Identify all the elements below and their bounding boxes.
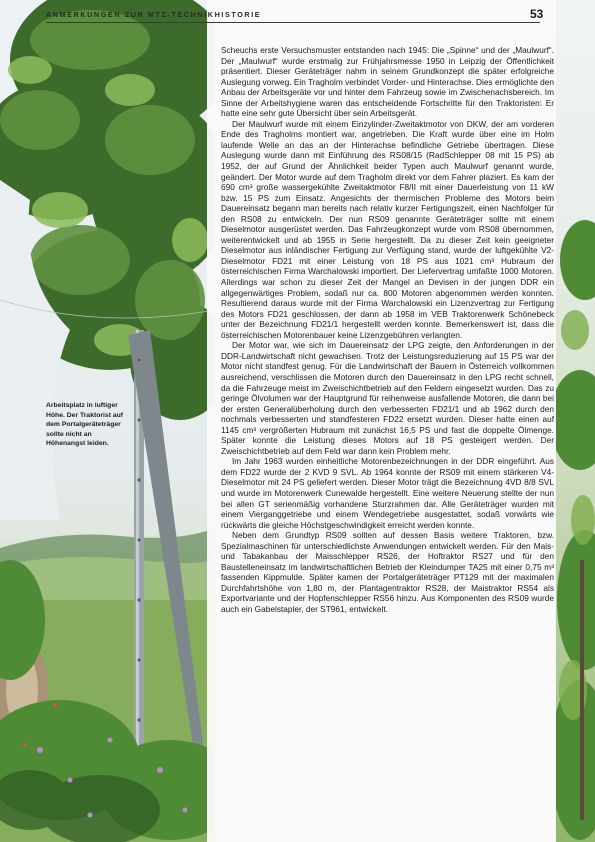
paragraph: Neben dem Grundtyp RS09 sollten auf dessen Basis weitere Traktoren, bzw. Spezialmaschinen für unterschiedlichste Anwendungen entwickelt werden. Für den Mais- und Tabakanbau der Maisschlepper RS26, der Hoftraktor RS27 und für den Baustelleneinsatz im landwirtschaftlichen Betrieb der Kleindumper TA25 mit einer 0,75 m³ fassenden Kippmulde. Später kamen der Portalgeräteträger PT129 mit der maximalen Durchfahrtshöhe von 1,80 m, der Plantagentraktor RS28, der Maistraktor RS54 als Exportvariante und der Hopfenschlepper RS56 hinzu. Aus Komponenten des RS09 wurde auch ein Gabelstapler, der ST961, entwickelt. [221,530,554,614]
paragraph: Im Jahr 1963 wurden einheitliche Motorenbezeichnungen in der DDR eingeführt. Aus dem FD22 wurde der 2 KVD 9 SVL. Ab 1964 konnte der RS09 mit einem stärkeren V4-Dieselmotor mit 24 PS geliefert werden. Dieser Motor trägt die Bezeichnung 4VD 8/8 SVL und wurde im Motorenwerk Cunewalde hergestellt. Eine weitere Neuerung stellte der nun bei allen GT serienmäßig vorhandene Sturzrahmen dar. Alle Geräteträger wurden mit einem Vierganggetriebe und einem Wendegetriebe ausgestattet, sodaß vorwärts wie rückwärts die gleiche Höchstgeschwindigkeit erreicht werden konnte. [221,456,554,530]
paragraph: Scheuchs erste Versuchsmuster entstanden nach 1945: Die „Spinne“ und der „Maulwurf“. Der „Maulwurf“ wurde erstmalig zur Frühjahrsmesse 1950 in Leipzig der Öffentlichkeit präsentiert. Dieser Geräteträger nahm in seinem Grundkonzept die später erfolgreiche Auslegung vorweg. Ein Tragholm verbindet Vorder- und Hinterachse. Dies ermöglichte den Anbau der Arbeitsgeräte vor und hinter dem Fahrzeug sowie im Zwischenachsbereich. Im Sinne der Arbeitshygiene waren das entscheidende Fortschritte für den Traktoristen: Er hatte eine sehr gute Übersicht über sein Arbeitsgerät. [221,45,554,119]
article-body [221,45,554,615]
page-number: 53 [530,7,544,21]
background-photo-right [555,0,595,842]
paragraph: Der Motor war, wie sich im Dauereinsatz der LPG zeigte, den Anforderungen in der DDR-Landwirtschaft nicht gewachsen. Trotz der Leistungsreduzierung auf 15 PS war der Motor nicht standfest genug. Für die Landwirtschaft der Bauern in Österreich vollkommen ausreichend, verschlissen die Motoren durch den Dauereinsatz in den LPG recht schnell, da die Fahrzeuge meist im Zweischichtbetrieb auf den Feldern eingesetzt wurden. Das zu geringe Ölvolumen war der Hauptgrund für reihenweise ausfallende Motoren, die dann bei der ersten Generalüberholung durch den verbesserten FD21/1 und ab 1962 durch den nochmals verbesserten und standfesteren FD22 ersetzt wurden. Dieser hatte einen auf 1145 cm³ vergrößerten Hubraum mit zunächst 16,5 PS und fast die doppelte Ölmenge. Später konnte die Leistung dieses Motors auf 18 PS gesteigert werden. Der Zweischichtbetrieb auf dem Feld war dann kein Problem mehr. [221,340,554,456]
header-rule [46,22,540,23]
foliage-strip-graphic [555,0,595,842]
photo-caption: Arbeitsplatz in luftiger Höhe. Der Traktorist auf dem Portalgeräteträger sollte nicht an Höhenangst leiden. [46,402,124,448]
running-head: ANMERKUNGEN ZUR MTZ-TECHNIKHISTORIE [46,10,262,19]
paragraph: Der Maulwurf wurde mit einem Einzylinder-Zweitaktmotor von DKW, der am vorderen Ende des Tragholms montiert war, angetrieben. Die Kraft wurde über eine im Holm laufende Welle an das an der Hinterachse befindliche Getriebe übertragen. Diese Auslegung wurde dann mit Einführung des RS08/15 (RadSchlepper 08 mit 15 PS) ab 1952, der auf Grund der Ähnlichkeit beider Typen auch Maulwurf genannt wurde, geändert. Der Motor wurde auf dem Tragholm direkt vor dem Fahrer plaziert. Es kam der 690 cm³ große wassergekühlte Zweitaktmotor F8/II mit einer Dauerleistung von 11 kW bzw. 15 PS zum Einsatz. Angesichts der thermischen Probleme des Motors beim Dauereinsatz begann man bereits nach relativ kurzer Fertigungszeit, einen Nachfolger für den RS08 zu entwickeln. Der nun RS09 genannte Geräteträger sollte mit einem Dieselmotor ausgerüstet werden. Das Fahrzeugkonzept wurde vom RS08 übernommen, weiterentwickelt und ab 1955 in Serie hergestellt. Da zu dieser Zeit kein geeigneter Dieselmotor aus inländischer Fertigung zur Verfügung stand, wurde der luftgekühlte V2-Dieselmotor FD21 mit einer Leistung von 18 PS aus 1021 cm³ Hubraum der österreichischen Firma Warchalowski importiert. Der Liefervertrag umfaßte 1000 Motoren. Allerdings war schon zu dieser Zeit der Mangel an Devisen in der jungen DDR ein allgegenwärtiges Problem, sodaß nur ca. 800 Motoren abgenommen werden konnten. Resultierend daraus wurde mit der Firma Warchalowski ein Lizenzvertrag zur Fertigung des Motors FD21 geschlossen, der dann ab 1958 im VEB Traktorenwerk Schönebeck unter der Bezeichnung FD21/1 hergestellt werden konnte. Bemerkenswert ist, dass die österreichischen Motorenbauer keine Lizenzgebühren verlangten. [221,118,554,340]
